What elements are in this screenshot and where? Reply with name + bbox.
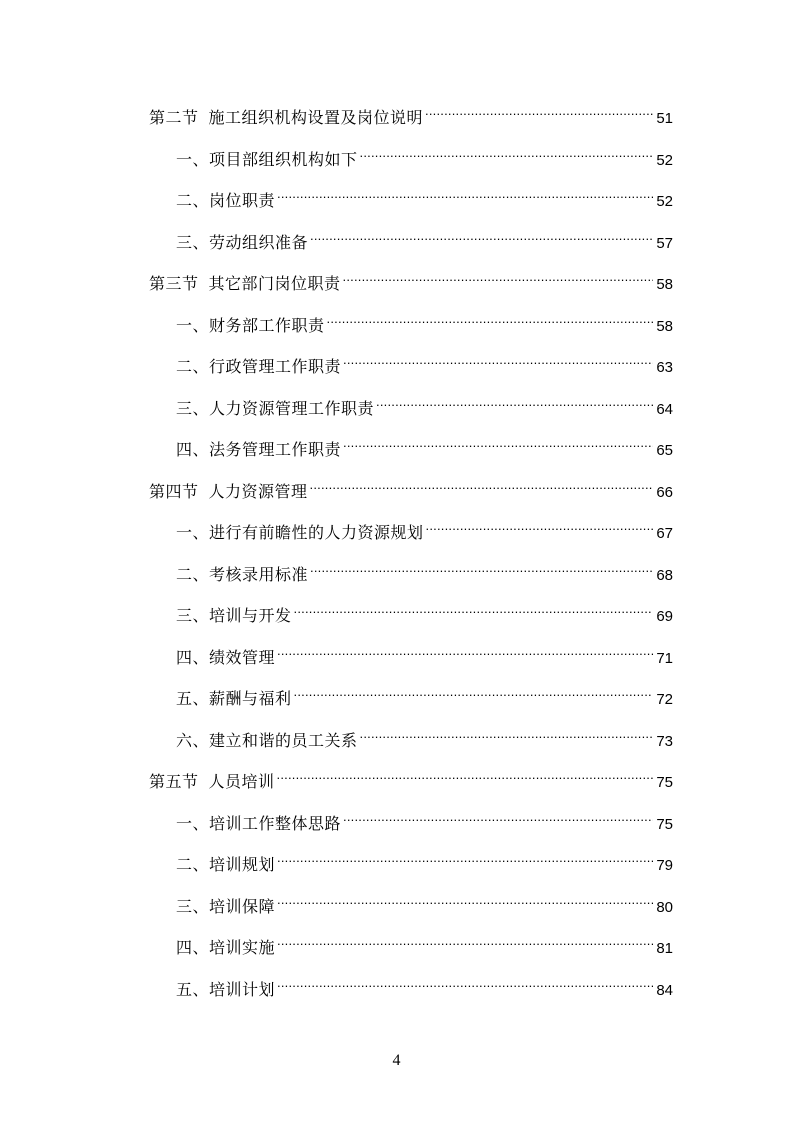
toc-dot-leader [277,927,653,953]
toc-page-number: 58 [656,318,673,335]
toc-page-number: 75 [656,774,673,791]
toc-section-entry[interactable] [149,263,673,293]
toc-dot-leader [294,678,653,704]
toc-dot-leader [277,969,653,995]
toc-entry-text: 一、项目部组织机构如下 [176,150,358,169]
toc-page-number: 73 [656,733,673,750]
toc-entry-title [176,562,308,588]
toc-entry-text: 人力资源管理 [208,482,308,501]
toc-section-label: 第五节 [149,772,199,791]
toc-entry-title [176,686,292,712]
toc-page-number: 71 [656,650,673,667]
toc-page-number: 80 [656,899,673,916]
toc-page-number: 63 [656,359,673,376]
toc-entry-text: 二、考核录用标准 [176,565,309,584]
toc-page-number: 68 [656,567,673,584]
toc-section-entry[interactable] [149,761,673,791]
toc-entry-text: 二、岗位职责 [176,191,276,210]
toc-entry-text: 三、培训与开发 [176,606,292,625]
toc-dot-leader [310,554,653,580]
toc-subsection-entry[interactable] [176,886,673,916]
toc-section-label: 第三节 [149,274,199,293]
toc-page-number: 66 [656,484,673,501]
toc-dot-leader [343,429,653,455]
toc-entry-title [176,313,325,339]
toc-entry-text: 三、人力资源管理工作职责 [176,399,375,418]
toc-entry-text: 四、法务管理工作职责 [176,440,342,459]
toc-page-number: 69 [656,608,673,625]
toc-entry-text: 施工组织机构设置及岗位说明 [208,108,424,127]
toc-dot-leader [277,761,653,787]
toc-entry-title [176,811,341,837]
toc-subsection-entry[interactable] [176,803,673,833]
toc-dot-leader [327,305,653,331]
toc-page-number: 81 [656,940,673,957]
toc-entry-title [176,852,275,878]
toc-entry-text: 其它部门岗位职责 [208,274,341,293]
toc-subsection-entry[interactable] [176,346,673,376]
toc-subsection-entry[interactable] [176,429,673,459]
toc-entry-text: 人员培训 [208,772,275,791]
toc-entry-text: 一、财务部工作职责 [176,316,325,335]
toc-subsection-entry[interactable] [176,720,673,750]
toc-dot-leader [360,720,653,746]
toc-entry-title [176,645,275,671]
toc-subsection-entry[interactable] [176,139,673,169]
toc-entry-title [176,603,292,629]
toc-subsection-entry[interactable] [176,180,673,210]
toc-subsection-entry[interactable] [176,305,673,335]
toc-dot-leader [426,512,653,538]
toc-dot-leader [277,180,653,206]
toc-dot-leader [360,139,653,165]
toc-subsection-entry[interactable] [176,969,673,999]
toc-entry-title [176,230,308,256]
toc-dot-leader [294,595,653,621]
toc-entry-text: 四、绩效管理 [176,648,276,667]
toc-entry-title [149,271,341,297]
toc-page-number: 67 [656,525,673,542]
toc-subsection-entry[interactable] [176,222,673,252]
toc-dot-leader [277,637,653,663]
toc-dot-leader [343,263,653,289]
toc-entry-text: 二、培训规划 [176,855,276,874]
toc-dot-leader [343,803,653,829]
toc-section-entry[interactable] [149,97,673,127]
toc-page-number: 57 [656,235,673,252]
toc-page-number: 58 [656,276,673,293]
toc-entry-title [176,977,275,1003]
toc-entry-text: 五、薪酬与福利 [176,689,292,708]
toc-section-entry[interactable] [149,471,673,501]
toc-dot-leader [310,471,653,497]
toc-subsection-entry[interactable] [176,637,673,667]
toc-page-number: 52 [656,193,673,210]
toc-entry-text: 二、行政管理工作职责 [176,357,342,376]
toc-subsection-entry[interactable] [176,844,673,874]
toc-dot-leader [376,388,653,414]
toc-entry-text: 五、培训计划 [176,980,276,999]
toc-subsection-entry[interactable] [176,388,673,418]
toc-page-number: 79 [656,857,673,874]
toc-subsection-entry[interactable] [176,927,673,957]
toc-dot-leader [310,222,653,248]
toc-dot-leader [425,97,653,123]
toc-entry-text: 一、培训工作整体思路 [176,814,342,833]
toc-dot-leader [277,844,653,870]
toc-entry-text: 三、劳动组织准备 [176,233,309,252]
toc-subsection-entry[interactable] [176,678,673,708]
toc-page-number: 75 [656,816,673,833]
toc-entry-text: 一、进行有前瞻性的人力资源规划 [176,523,424,542]
toc-entry-title [176,935,275,961]
toc-page-number: 52 [656,152,673,169]
toc-entry-title [176,894,275,920]
toc-entry-title [149,105,423,131]
toc-dot-leader [277,886,653,912]
toc-entry-text: 三、培训保障 [176,897,276,916]
toc-page-number: 72 [656,691,673,708]
toc-entry-title [176,520,424,546]
toc-section-label: 第二节 [149,108,199,127]
toc-entry-title [176,437,341,463]
toc-entry-text: 六、建立和谐的员工关系 [176,731,358,750]
toc-page-number: 84 [656,982,673,999]
toc-entry-title [176,354,341,380]
toc-entry-title [176,396,374,422]
toc-page-number: 64 [656,401,673,418]
toc-entry-title [176,147,358,173]
toc-entry-title [176,728,358,754]
toc-page-number: 51 [656,110,673,127]
toc-subsection-entry[interactable] [176,595,673,625]
toc-entry-title [149,769,275,795]
toc-section-label: 第四节 [149,482,199,501]
toc-subsection-entry[interactable] [176,554,673,584]
toc-subsection-entry[interactable] [176,512,673,542]
toc-entry-title [149,479,308,505]
toc-entry-title [176,188,275,214]
page-number: 4 [392,1052,401,1069]
toc-page-number: 65 [656,442,673,459]
toc-entry-text: 四、培训实施 [176,938,276,957]
toc-dot-leader [343,346,653,372]
